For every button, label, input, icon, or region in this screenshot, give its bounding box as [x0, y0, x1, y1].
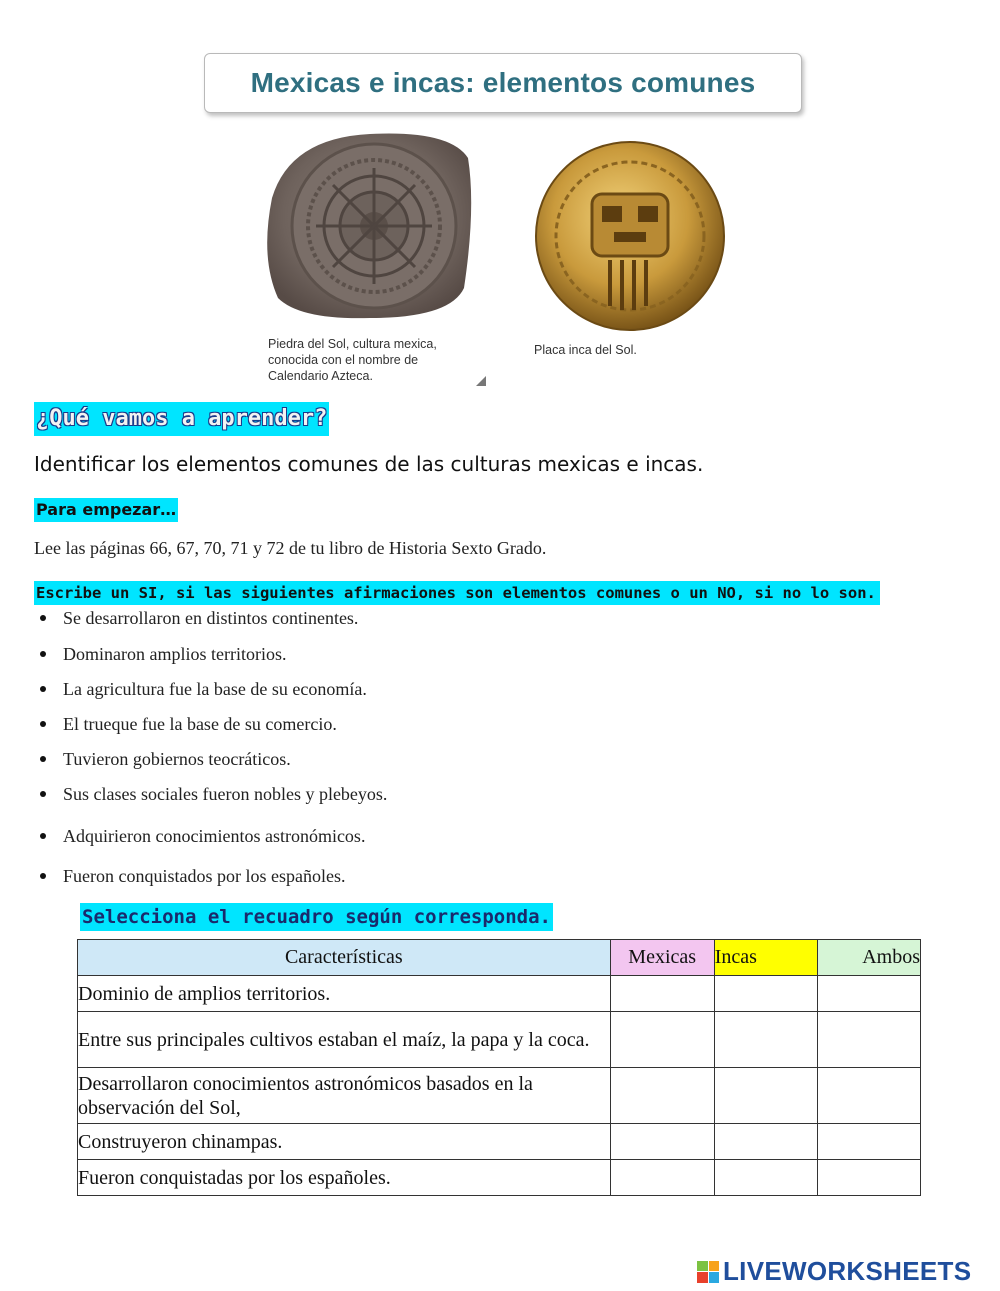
table-row — [78, 976, 921, 1012]
characteristic-cell: Construyeron chinampas. — [78, 1124, 611, 1160]
exercise2-instruction: Selecciona el recuadro según corresponda. — [80, 903, 553, 931]
bullet-icon — [40, 651, 46, 657]
column-header-ambos: Ambos — [817, 940, 920, 976]
select-box-incas[interactable] — [714, 1068, 817, 1124]
select-box-mexicas[interactable] — [610, 976, 714, 1012]
select-box-incas[interactable] — [714, 976, 817, 1012]
empezar-heading: Para empezar… — [34, 498, 178, 522]
piedra-del-sol-figure — [250, 128, 486, 386]
select-box-incas[interactable] — [714, 1160, 817, 1196]
placa-inca-caption: Placa inca del Sol. — [534, 343, 637, 357]
bullet-icon — [40, 721, 46, 727]
select-box-ambos[interactable] — [817, 1012, 920, 1068]
page-title: Mexicas e incas: elementos comunes — [250, 67, 756, 98]
select-box-mexicas[interactable] — [610, 1124, 714, 1160]
select-box-ambos[interactable] — [817, 1068, 920, 1124]
piedra-del-sol-image — [250, 128, 486, 328]
characteristic-cell: Entre sus principales cultivos estaban el maíz, la papa y la coca. — [78, 1012, 611, 1068]
select-box-mexicas[interactable] — [610, 1012, 714, 1068]
placa-inca-image — [530, 138, 734, 333]
select-box-ambos[interactable] — [817, 1160, 920, 1196]
select-box-incas[interactable] — [714, 1012, 817, 1068]
select-box-ambos[interactable] — [817, 1124, 920, 1160]
bullet-icon — [40, 833, 46, 839]
list-item: La agricultura fue la base de su economía. — [40, 679, 367, 700]
table-row — [78, 1012, 921, 1068]
list-item: Sus clases sociales fueron nobles y plebeyos. — [40, 784, 387, 805]
table-row — [78, 1068, 921, 1124]
table-row — [78, 1160, 921, 1196]
column-header-mexicas: Mexicas — [610, 940, 714, 976]
column-header-incas: Incas — [714, 940, 817, 976]
liveworksheets-logo — [697, 1256, 971, 1287]
bullet-icon — [40, 686, 46, 692]
bullet-icon — [40, 756, 46, 762]
characteristic-cell: Fueron conquistadas por los españoles. — [78, 1160, 611, 1196]
reading-instruction: Lee las páginas 66, 67, 70, 71 y 72 de tu libro de Historia Sexto Grado. — [34, 538, 547, 558]
column-header-caracteristicas: Características — [78, 940, 611, 976]
list-item: Dominaron amplios territorios. — [40, 644, 286, 665]
classification-table — [77, 939, 921, 1196]
liveworksheets-logo-icon — [697, 1261, 719, 1283]
bullet-icon — [40, 873, 46, 879]
select-box-mexicas[interactable] — [610, 1160, 714, 1196]
characteristic-cell: Desarrollaron conocimientos astronómicos basados en la observación del Sol, — [78, 1068, 611, 1124]
list-item: Adquirieron conocimientos astronómicos. — [40, 826, 365, 847]
list-item: El trueque fue la base de su comercio. — [40, 714, 337, 735]
bullet-icon — [40, 791, 46, 797]
exercise1-instruction: Escribe un SI, si las siguientes afirmaciones son elementos comunes o un NO, si no lo son. — [34, 581, 880, 605]
bullet-icon — [40, 615, 46, 621]
select-box-mexicas[interactable] — [610, 1068, 714, 1124]
list-item: Fueron conquistados por los españoles. — [40, 866, 345, 887]
brand-text: LIVEWORKSHEETS — [723, 1256, 972, 1286]
objective-text: Identificar los elementos comunes de las culturas mexicas e incas. — [34, 452, 704, 476]
list-item: Se desarrollaron en distintos continentes. — [40, 608, 358, 629]
characteristic-cell: Dominio de amplios territorios. — [78, 976, 611, 1012]
list-item: Tuvieron gobiernos teocráticos. — [40, 749, 291, 770]
corner-arrow-icon — [476, 376, 486, 386]
table-header-row — [78, 940, 921, 976]
select-box-ambos[interactable] — [817, 976, 920, 1012]
title-banner — [204, 53, 802, 113]
aprender-heading: ¿Qué vamos a aprender? — [34, 402, 329, 436]
piedra-del-sol-caption: Piedra del Sol, cultura mexica, conocida con el nombre de Calendario Azteca. — [268, 337, 437, 383]
select-box-incas[interactable] — [714, 1124, 817, 1160]
table-row — [78, 1124, 921, 1160]
placa-inca-figure — [530, 138, 734, 360]
